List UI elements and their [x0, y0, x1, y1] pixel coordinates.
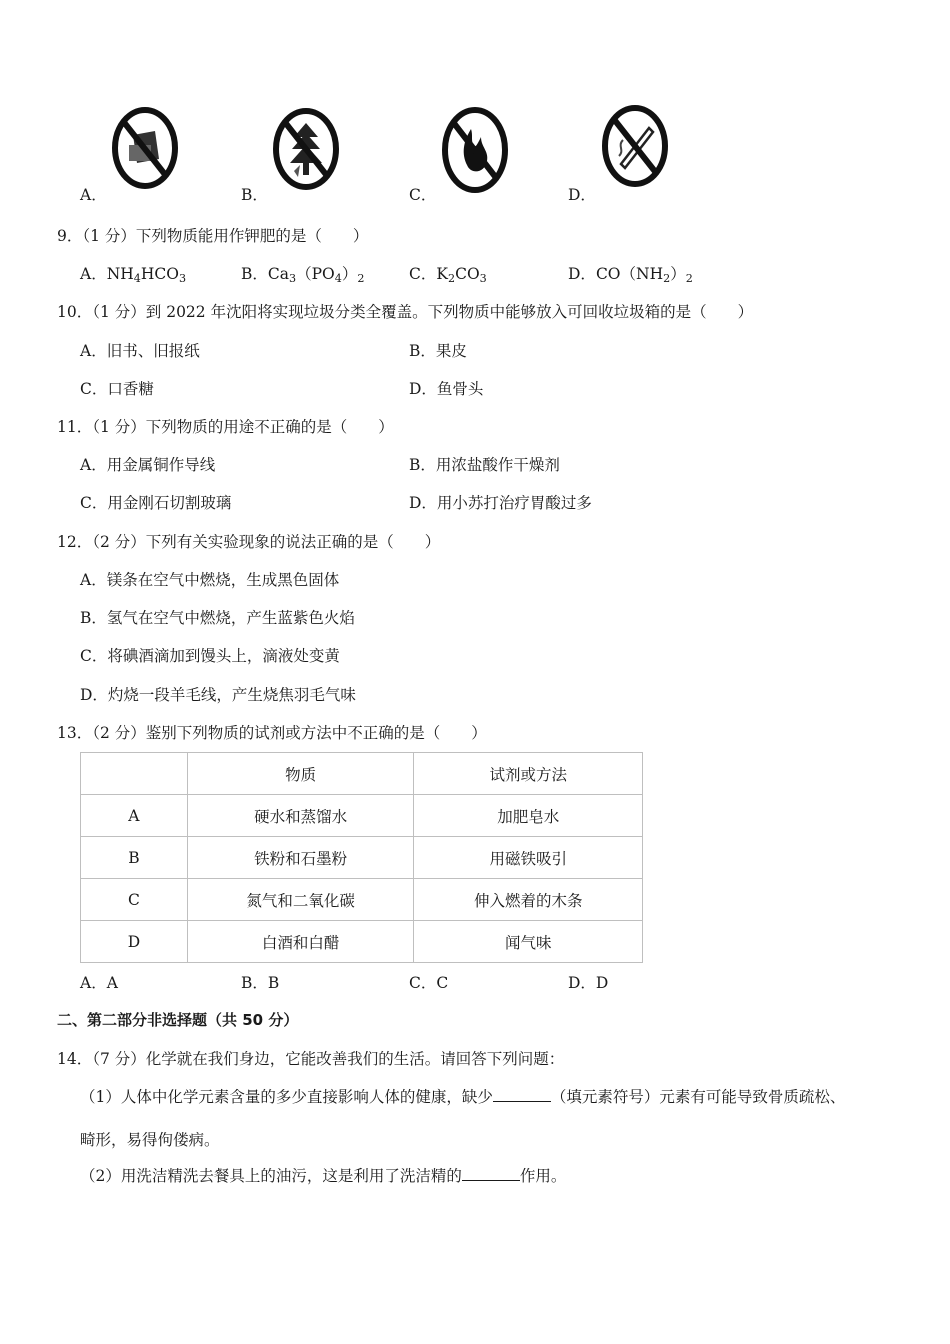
q14-part1-line2: 畸形，易得佝偻病。	[80, 1131, 220, 1149]
question-score: （2 分）	[92, 724, 146, 742]
no-fire-icon	[441, 105, 509, 195]
q10-option-d: D．鱼骨头	[409, 380, 484, 398]
q9-option-d: D．$CO(NH_2)_2$	[568, 265, 693, 286]
question-score: （7 分）	[92, 1050, 146, 1068]
q8-option-c-label: C．	[409, 186, 437, 204]
q11-stem	[57, 415, 394, 437]
table-row	[81, 795, 643, 837]
question-score: （1 分）	[92, 303, 146, 321]
q10-option-c: C．口香糖	[80, 380, 154, 398]
question-score: （1 分）	[82, 227, 136, 245]
table-header-cell: 物质	[187, 753, 414, 795]
table-row	[81, 837, 643, 879]
table-cell: 铁粉和石墨粉	[187, 837, 414, 879]
q14-part2: （2）用洗洁精洗去餐具上的油污，这是利用了洗洁精的 作用。	[80, 1167, 567, 1185]
question-number: 9．	[57, 227, 83, 245]
q10-option-b: B．果皮	[409, 342, 467, 360]
q8-option-a-label: A．	[80, 186, 107, 204]
table-cell: 白酒和白醋	[187, 921, 414, 963]
q13-option-c: C．C	[409, 974, 449, 992]
question-text: 鉴别下列物质的试剂或方法中不正确的是（ ）	[145, 724, 487, 742]
q12-stem	[57, 530, 440, 552]
question-text: 到 2022 年沈阳将实现垃圾分类全覆盖。下列物质中能够放入可回收垃圾箱的是（ ）	[145, 303, 754, 321]
table-header-cell	[81, 753, 188, 795]
q9-option-b: B．$Ca_3(PO_4)_2$	[241, 265, 365, 286]
no-logging-tree-icon	[272, 105, 340, 193]
section-heading: 二、第二部分非选择题（共 50 分）	[57, 1011, 299, 1029]
q13-option-b: B．B	[241, 974, 280, 992]
q10-stem	[57, 300, 753, 322]
q8-option-d-label: D．	[568, 186, 596, 204]
answer-blank[interactable]	[462, 1166, 520, 1181]
table-cell: D	[81, 921, 188, 963]
table-cell: 加肥皂水	[414, 795, 643, 837]
question-score: （1 分）	[92, 418, 146, 436]
table-header-row	[81, 753, 643, 795]
table-cell: 硬水和蒸馏水	[187, 795, 414, 837]
no-smoking-icon	[601, 102, 669, 190]
table-cell: C	[81, 879, 188, 921]
table-cell: B	[81, 837, 188, 879]
question-number: 14．	[57, 1050, 93, 1068]
q12-option-a: A．镁条在空气中燃烧，生成黑色固体	[80, 571, 340, 589]
q11-option-d: D．用小苏打治疗胃酸过多	[409, 494, 592, 512]
q14-stem	[57, 1047, 564, 1069]
question-number: 12．	[57, 533, 93, 551]
table-row	[81, 921, 643, 963]
table-cell: 氮气和二氧化碳	[187, 879, 414, 921]
q12-option-c: C．将碘酒滴加到馒头上，滴液处变黄	[80, 647, 340, 665]
question-number: 13．	[57, 724, 93, 742]
question-text: 下列有关实验现象的说法正确的是（ ）	[145, 533, 441, 551]
q10-option-a: A．旧书、旧报纸	[80, 342, 200, 360]
table-cell: 闻气味	[414, 921, 643, 963]
q13-table	[80, 752, 643, 963]
q13-option-d: D．D	[568, 974, 609, 992]
answer-blank[interactable]	[493, 1087, 551, 1102]
table-cell: A	[81, 795, 188, 837]
q14-part1: （1）人体中化学元素含量的多少直接影响人体的健康，缺少 （填元素符号）元素有可能导致骨质疏松、	[80, 1088, 846, 1106]
table-row	[81, 879, 643, 921]
q12-option-d: D．灼烧一段羊毛线，产生烧焦羽毛气味	[80, 686, 356, 704]
q11-option-a: A．用金属铜作导线	[80, 456, 216, 474]
table-header-cell: 试剂或方法	[414, 753, 643, 795]
q13-option-a: A．A	[80, 974, 118, 992]
question-text: 化学就在我们身边，它能改善我们的生活。请回答下列问题：	[145, 1050, 565, 1068]
q8-option-b-label: B．	[241, 186, 268, 204]
q11-option-c: C．用金刚石切割玻璃	[80, 494, 232, 512]
table-cell: 用磁铁吸引	[414, 837, 643, 879]
question-number: 10．	[57, 303, 93, 321]
q13-stem	[57, 721, 487, 743]
question-text: 下列物质的用途不正确的是（ ）	[145, 418, 394, 436]
q12-option-b: B．氢气在空气中燃烧，产生蓝紫色火焰	[80, 609, 355, 627]
q11-option-b: B．用浓盐酸作干燥剂	[409, 456, 560, 474]
no-drinking-cup-icon	[111, 105, 179, 193]
table-cell: 伸入燃着的木条	[414, 879, 643, 921]
q9-option-c: C．$K_2CO_3$	[409, 265, 487, 286]
q9-stem	[57, 224, 368, 246]
question-text: 下列物质能用作钾肥的是（ ）	[135, 227, 369, 245]
q9-option-a: A．$NH_4HCO_3$	[80, 265, 187, 286]
question-score: （2 分）	[92, 533, 146, 551]
question-number: 11．	[57, 418, 93, 436]
